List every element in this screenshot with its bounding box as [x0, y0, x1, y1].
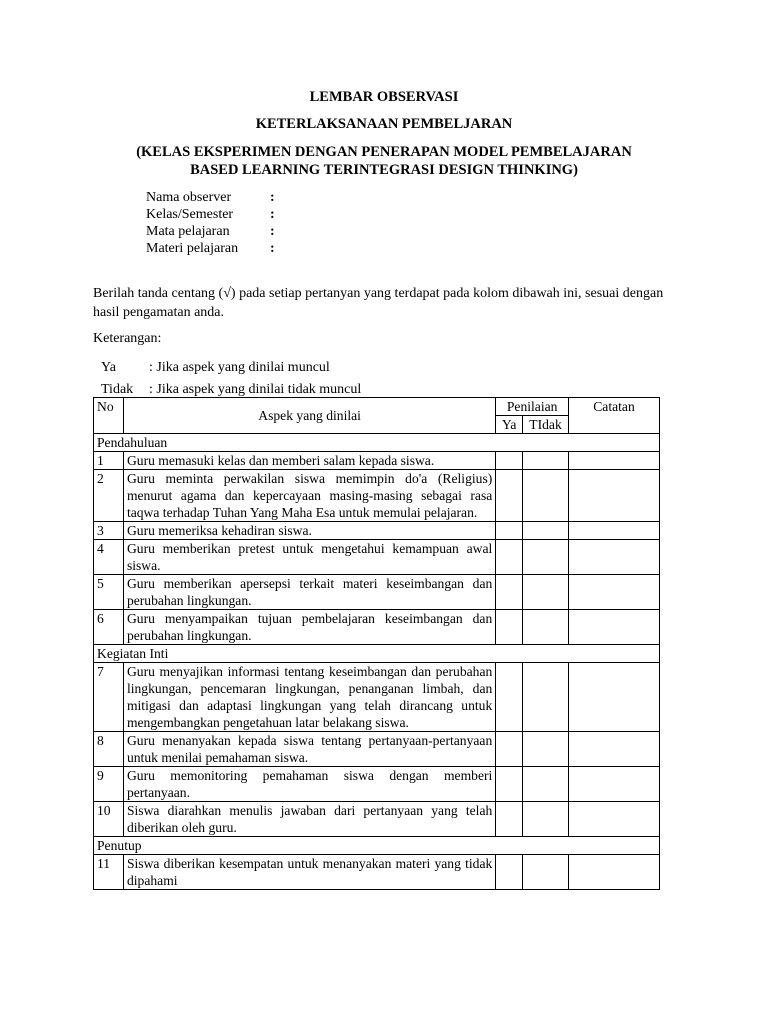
legend-key: Tidak [101, 382, 134, 397]
ya-cell[interactable] [496, 767, 523, 802]
ya-cell[interactable] [496, 663, 523, 732]
tidak-cell[interactable] [523, 663, 569, 732]
aspect-text: Guru memberikan apersepsi terkait materi keseimbangan dan perubahan lingkungan. [123, 575, 495, 610]
aspect-text: Guru menyajikan informasi tentang keseimbangan dan perubahan lingkungan, pencemaran lingkungan, penanganan limbah, dan mitigasi dan adaptasi lingkungan yang telah dirancang untuk mengembangkan pengetahuan latar belakang siswa. [123, 663, 495, 732]
catatan-cell[interactable] [569, 767, 660, 802]
info-label: Kelas/Semester [146, 207, 234, 222]
legend-desc: : Jika aspek yang dinilai muncul [149, 360, 330, 375]
header-aspek: Aspek yang dinilai [123, 398, 495, 434]
document-subtitle-class [0, 143, 768, 179]
tidak-cell[interactable] [523, 802, 569, 837]
row-number: 5 [94, 575, 124, 610]
catatan-cell[interactable] [569, 452, 660, 470]
catatan-cell[interactable] [569, 610, 660, 645]
info-row-kelas [146, 206, 275, 223]
row-number: 3 [94, 522, 124, 540]
catatan-cell[interactable] [569, 575, 660, 610]
section-title: Kegiatan Inti [94, 645, 660, 663]
table-row [94, 767, 660, 802]
ya-cell[interactable] [496, 855, 523, 890]
row-number: 4 [94, 540, 124, 575]
table-row [94, 732, 660, 767]
info-row-materi [146, 240, 275, 257]
table-row [94, 470, 660, 522]
aspect-text: Guru memeriksa kehadiran siswa. [123, 522, 495, 540]
info-row-mapel [146, 223, 275, 240]
row-number: 8 [94, 732, 124, 767]
table-row [94, 663, 660, 732]
tidak-cell[interactable] [523, 522, 569, 540]
catatan-cell[interactable] [569, 663, 660, 732]
info-row-observer [146, 189, 275, 206]
ya-cell[interactable] [496, 470, 523, 522]
identity-block [146, 189, 275, 257]
section-title: Penutup [94, 837, 660, 855]
aspect-text: Guru memonitoring pemahaman siswa dengan memberi pertanyaan. [123, 767, 495, 802]
row-number: 10 [94, 802, 124, 837]
instruction-text: Berilah tanda centang (√) pada setiap pertanyan yang terdapat pada kolom dibawah ini, sesuai dengan hasil pengamatan anda. [93, 286, 664, 320]
section-row [94, 645, 660, 663]
ya-cell[interactable] [496, 732, 523, 767]
ya-cell[interactable] [496, 575, 523, 610]
table-row [94, 802, 660, 837]
row-number: 11 [94, 855, 124, 890]
tidak-cell[interactable] [523, 540, 569, 575]
tidak-cell[interactable] [523, 732, 569, 767]
observation-table [93, 397, 660, 890]
tidak-cell[interactable] [523, 452, 569, 470]
subtitle-line-2: BASED LEARNING TERINTEGRASI DESIGN THINKING) [190, 162, 578, 178]
catatan-cell[interactable] [569, 802, 660, 837]
header-catatan: Catatan [569, 398, 660, 434]
header-tidak: TIdak [523, 416, 569, 434]
catatan-cell[interactable] [569, 540, 660, 575]
row-number: 6 [94, 610, 124, 645]
section-title: Pendahuluan [94, 434, 660, 452]
document-subtitle: KETERLAKSANAAN PEMBELJARAN [255, 116, 513, 132]
table-row [94, 540, 660, 575]
tidak-cell[interactable] [523, 575, 569, 610]
aspect-text: Guru menyampaikan tujuan pembelajaran keseimbangan dan perubahan lingkungan. [123, 610, 495, 645]
document-title: LEMBAR OBSERVASI [309, 89, 459, 105]
legend-row-ya [101, 357, 361, 379]
subtitle-line-1: (KELAS EKSPERIMEN DENGAN PENERAPAN MODEL PEMBELAJARAN [136, 144, 632, 160]
tidak-cell[interactable] [523, 610, 569, 645]
row-number: 9 [94, 767, 124, 802]
header-no: No [94, 398, 124, 434]
legend-key: Ya [101, 360, 116, 375]
info-label: Materi pelajaran [146, 241, 239, 256]
keterangan-heading: Keterangan: [93, 331, 162, 346]
legend [101, 357, 361, 401]
info-colon: : [270, 207, 275, 222]
aspect-text: Siswa diarahkan menulis jawaban dari pertanyaan yang telah diberikan oleh guru. [123, 802, 495, 837]
tidak-cell[interactable] [523, 767, 569, 802]
aspect-text: Guru menanyakan kepada siswa tentang pertanyaan-pertanyaan untuk menilai pemahaman siswa. [123, 732, 495, 767]
aspect-text: Guru memberikan pretest untuk mengetahui kemampuan awal siswa. [123, 540, 495, 575]
row-number: 2 [94, 470, 124, 522]
table-header-row [94, 398, 660, 416]
aspect-text: Siswa diberikan kesempatan untuk menanyakan materi yang tidak dipahami [123, 855, 495, 890]
ya-cell[interactable] [496, 540, 523, 575]
row-number: 7 [94, 663, 124, 732]
table-row [94, 522, 660, 540]
section-row [94, 837, 660, 855]
catatan-cell[interactable] [569, 470, 660, 522]
ya-cell[interactable] [496, 802, 523, 837]
section-row [94, 434, 660, 452]
ya-cell[interactable] [496, 522, 523, 540]
info-label: Mata pelajaran [146, 224, 230, 239]
info-colon: : [270, 190, 275, 205]
info-colon: : [270, 241, 275, 256]
row-number: 1 [94, 452, 124, 470]
legend-desc: : Jika aspek yang dinilai tidak muncul [149, 382, 362, 397]
table-row [94, 575, 660, 610]
header-penilaian: Penilaian [496, 398, 569, 416]
table-row [94, 855, 660, 890]
table-row [94, 452, 660, 470]
header-ya: Ya [496, 416, 523, 434]
info-colon: : [270, 224, 275, 239]
ya-cell[interactable] [496, 610, 523, 645]
catatan-cell[interactable] [569, 522, 660, 540]
catatan-cell[interactable] [569, 732, 660, 767]
table-body [94, 434, 660, 890]
catatan-cell[interactable] [569, 855, 660, 890]
aspect-text: Guru memasuki kelas dan memberi salam kepada siswa. [123, 452, 495, 470]
tidak-cell[interactable] [523, 855, 569, 890]
ya-cell[interactable] [496, 452, 523, 470]
tidak-cell[interactable] [523, 470, 569, 522]
info-label: Nama observer [146, 190, 232, 205]
aspect-text: Guru meminta perwakilan siswa memimpin do'a (Religius) menurut agama dan kepercayaan masing-masing sebagai rasa taqwa terhadap Tuhan Yang Maha Esa untuk memulai pelajaran. [123, 470, 495, 522]
table-row [94, 610, 660, 645]
